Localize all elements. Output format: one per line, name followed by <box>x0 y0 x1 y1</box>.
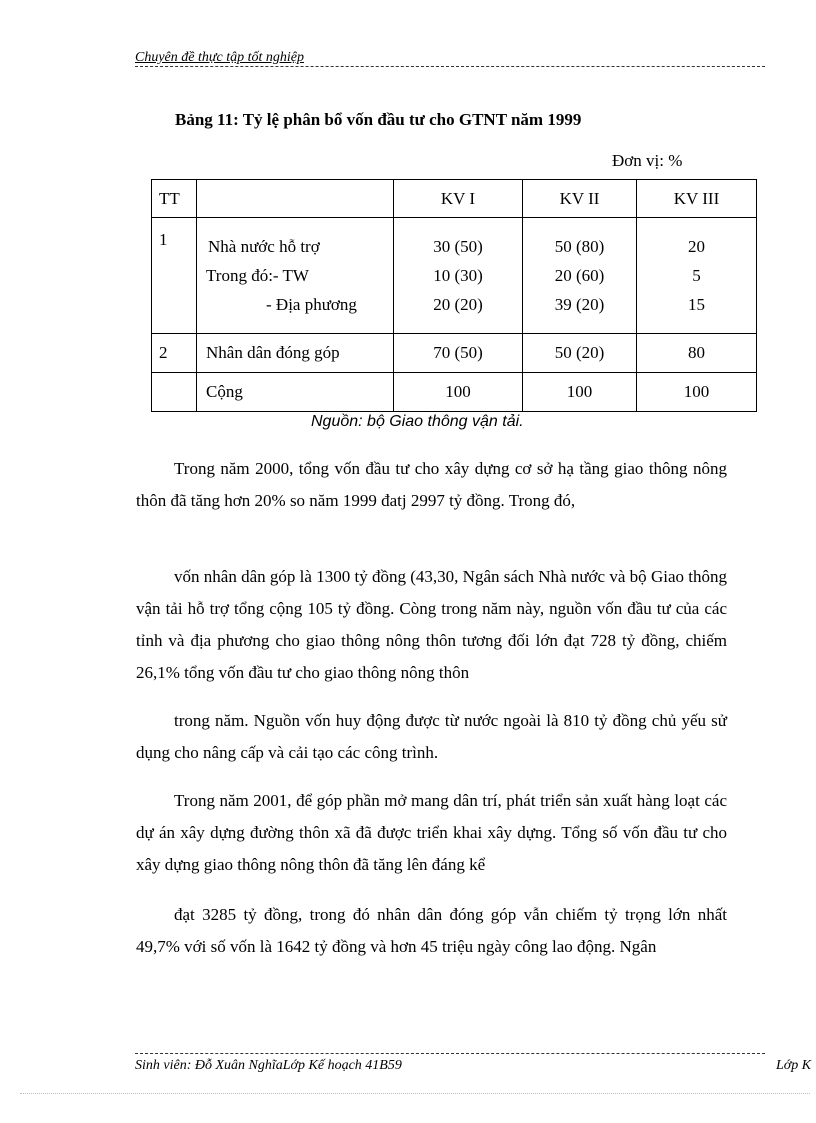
paragraph: Trong năm 2000, tổng vốn đầu tư cho xây dựng cơ sở hạ tầng giao thông nông thôn đã tăng hơn 20% so năm 1999 đatj 2997 tỷ đồng. Trong đó, <box>136 459 727 510</box>
row-name: Cộng <box>197 373 394 412</box>
page-bottom-divider <box>20 1093 810 1094</box>
allocation-table <box>151 179 757 412</box>
paragraph: trong năm. Nguồn vốn huy động được từ nước ngoài là 810 tỷ đồng chủ yếu sử dụng cho nâng cấp và cải tạo các công trình. <box>136 711 727 762</box>
row-kv2: 50 (80) 20 (60) 39 (20) <box>523 218 637 334</box>
row-name: Nhân dân đóng góp <box>197 334 394 373</box>
table-unit: Đơn vị: % <box>612 151 683 170</box>
row-kv2: 50 (20) <box>523 334 637 373</box>
header-tt: TT <box>152 180 197 218</box>
header-kv3: KV III <box>637 180 757 218</box>
table-source: Nguồn: bộ Giao thông vận tải. <box>311 413 524 430</box>
row-name: Nhà nước hỗ trợ Trong đó:- TW - Địa phương <box>197 218 394 334</box>
row-tt: 1 <box>152 218 197 334</box>
header-kv1: KV I <box>394 180 523 218</box>
header-kv2: KV II <box>523 180 637 218</box>
table-header-row <box>152 180 757 218</box>
footer-student: Sinh viên: Đỗ Xuân NghĩaLớp Kế hoạch 41B59 <box>135 1058 402 1073</box>
table-row <box>152 218 757 334</box>
row-kv1: 30 (50) 10 (30) 20 (20) <box>394 218 523 334</box>
table-row-total <box>152 373 757 412</box>
paragraph: Trong năm 2001, để góp phần mở mang dân trí, phát triển sản xuất hàng loạt các dự án xây dựng đường thôn xã đã được triển khai xây dựng. Tổng số vốn đầu tư cho xây dựng giao thông nông thôn đã tăng lên đáng kể <box>136 791 727 874</box>
header-name <box>197 180 394 218</box>
paragraph: đạt 3285 tỷ đồng, trong đó nhân dân đóng góp vẫn chiếm tỷ trọng lớn nhất 49,7% với số vốn là 1642 tỷ đồng và hơn 45 triệu ngày công lao động. Ngân <box>136 905 727 956</box>
header-divider <box>135 66 765 67</box>
row-kv2: 100 <box>523 373 637 412</box>
paragraph: vốn nhân dân góp là 1300 tỷ đồng (43,30, Ngân sách Nhà nước và bộ Giao thông vận tải hỗ trợ tổng cộng 105 tỷ đồng. Còng trong năm này, nguồn vốn đầu tư của các tỉnh và địa phương cho giao thông nông thôn tương đối lớn đạt 728 tỷ đồng, chiếm 26,1% tổng vốn đầu tư cho giao thông nông thôn <box>136 567 727 682</box>
row-kv1: 70 (50) <box>394 334 523 373</box>
page-header: Chuyên đề thực tập tốt nghiệp <box>135 50 304 65</box>
footer-divider <box>135 1053 765 1054</box>
row-tt <box>152 373 197 412</box>
row-tt: 2 <box>152 334 197 373</box>
row-kv3: 20 5 15 <box>637 218 757 334</box>
row-kv1: 100 <box>394 373 523 412</box>
row-kv3: 100 <box>637 373 757 412</box>
table-row <box>152 334 757 373</box>
footer-class: Lớp K <box>776 1058 812 1073</box>
table-title: Bảng 11: Tỷ lệ phân bổ vốn đầu tư cho GTNT năm 1999 <box>175 110 582 129</box>
row-kv3: 80 <box>637 334 757 373</box>
